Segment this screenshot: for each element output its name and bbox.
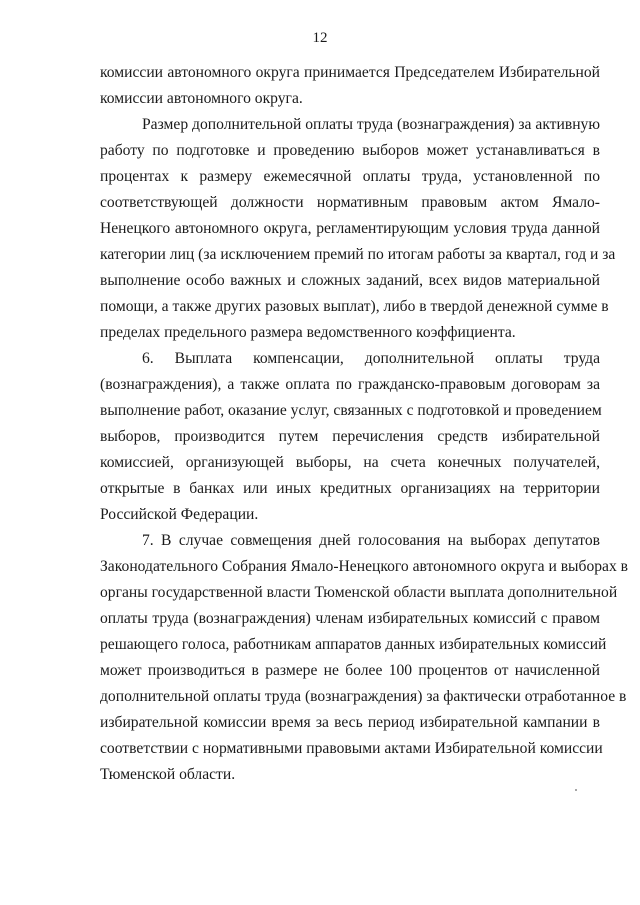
paragraph — [100, 528, 629, 788]
text-line: 7. В случае совмещения дней голосования на выборах депутатов — [142, 532, 600, 549]
text-line: Законодательного Собрания Ямало-Ненецкого автономного округа и выборах в — [100, 558, 629, 575]
text-line: комиссии автономного округа. — [100, 90, 303, 107]
paragraph — [100, 346, 600, 528]
text-line: пределах предельного размера ведомственного коэффициента. — [100, 324, 516, 341]
text-line: выборов, производится путем перечисления средств избирательной — [100, 428, 600, 445]
text-line: выполнение работ, оказание услуг, связанных с подготовкой и проведением — [100, 402, 602, 419]
text-line: работу по подготовке и проведению выборов может устанавливаться в — [100, 142, 600, 159]
text-line: помощи, а также других разовых выплат), либо в твердой денежной сумме в — [100, 298, 609, 315]
text-line: выполнение особо важных и сложных заданий, всех видов материальной — [100, 272, 600, 289]
text-line: избирательной комиссии время за весь период избирательной кампании в — [100, 714, 600, 731]
text-line: комиссии автономного округа принимается Председателем Избирательной — [100, 64, 600, 81]
text-line: процентах к размеру ежемесячной оплаты труда, установленной по — [100, 168, 600, 185]
text-line: 6. Выплата компенсации, дополнительной оплаты труда — [142, 350, 600, 367]
text-line: Размер дополнительной оплаты труда (вознаграждения) за активную — [142, 116, 600, 133]
paragraph — [100, 60, 600, 112]
scan-speck — [575, 789, 577, 791]
text-line: соответствии с нормативными правовыми актами Избирательной комиссии — [100, 740, 603, 757]
document-body — [100, 60, 629, 788]
page-number: 12 — [312, 30, 328, 46]
text-line: решающего голоса, работникам аппаратов данных избирательных комиссий — [100, 636, 607, 653]
text-line: может производиться в размере не более 100 процентов от начисленной — [100, 662, 600, 679]
text-line: дополнительной оплаты труда (вознаграждения) за фактически отработанное в — [100, 688, 627, 705]
text-line: органы государственной власти Тюменской области выплата дополнительной — [100, 584, 618, 601]
text-line: комиссией, организующей выборы, на счета конечных получателей, — [100, 454, 600, 471]
text-line: Тюменской области. — [100, 766, 236, 783]
text-line: оплаты труда (вознаграждения) членам избирательных комиссий с правом — [100, 610, 600, 627]
text-line: Российской Федерации. — [100, 506, 259, 523]
text-line: категории лиц (за исключением премий по итогам работы за квартал, год и за — [100, 246, 616, 263]
text-line: соответствующей должности нормативным правовым актом Ямало- — [100, 194, 600, 211]
text-line: Ненецкого автономного округа, регламентирующим условия труда данной — [100, 220, 600, 237]
paragraph — [100, 112, 616, 346]
text-line: открытые в банках или иных кредитных организациях на территории — [100, 480, 600, 497]
text-line: (вознаграждения), а также оплата по гражданско-правовым договорам за — [100, 376, 600, 393]
